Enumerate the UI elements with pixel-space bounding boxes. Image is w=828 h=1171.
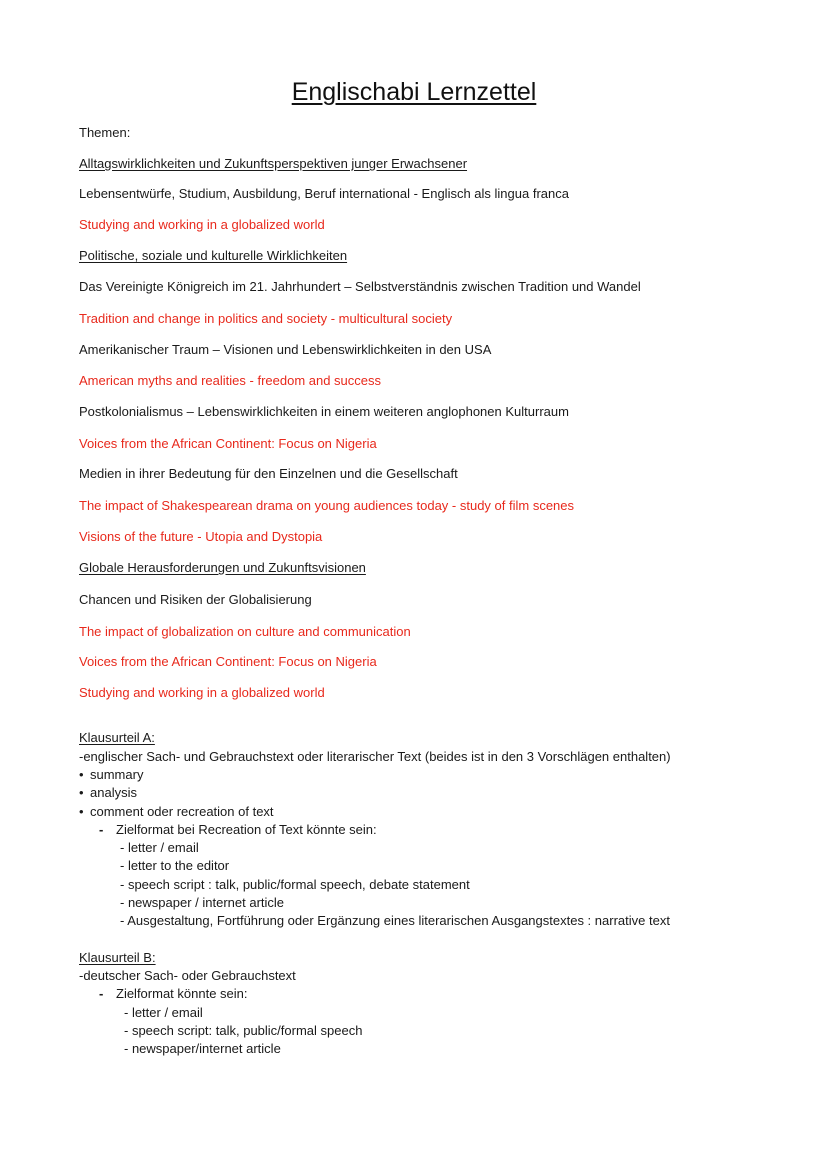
part-a-format-4: - newspaper / internet article — [120, 895, 285, 910]
part-a-format-1: - letter / email — [120, 840, 199, 855]
topic-english-8: Voices from the African Continent: Focus on Nigeria — [79, 654, 377, 669]
part-b-heading: Klausurteil B: — [79, 950, 156, 965]
part-a-format-2: - letter to the editor — [120, 858, 230, 873]
topic-english-7: The impact of globalization on culture and communication — [79, 624, 411, 639]
part-a-bullet-1: • summary — [79, 767, 144, 782]
topic-line-5: Medien in ihrer Bedeutung für den Einzelnen und die Gesellschaft — [79, 466, 458, 481]
part-a-heading: Klausurteil A: — [79, 730, 155, 745]
themen-label: Themen: — [79, 125, 131, 140]
topic-line-1: Lebensentwürfe, Studium, Ausbildung, Beruf international - Englisch als lingua franca — [79, 186, 569, 201]
dash-icon: - — [99, 986, 104, 1001]
dash-icon: - — [99, 822, 104, 837]
part-b-format-2: - speech script: talk, public/formal speech — [124, 1023, 363, 1038]
topic-line-4: Postkolonialismus – Lebenswirklichkeiten in einem weiteren anglophonen Kulturraum — [79, 404, 569, 419]
topic-english-6: Visions of the future - Utopia and Dystopia — [79, 529, 323, 544]
part-b-format-3: - newspaper/internet article — [124, 1041, 281, 1056]
bullet-icon: • — [79, 767, 84, 782]
document-title: Englischabi Lernzettel — [291, 78, 537, 106]
part-a-format-label: - Zielformat bei Recreation of Text könnte sein: — [99, 822, 377, 837]
part-b-format-1: - letter / email — [124, 1005, 203, 1020]
part-b-format-label: - Zielformat könnte sein: — [99, 986, 248, 1001]
topic-heading-3: Globale Herausforderungen und Zukunftsvisionen — [79, 560, 366, 575]
bullet-icon: • — [79, 785, 84, 800]
bullet-icon: • — [79, 804, 84, 819]
topic-english-1: Studying and working in a globalized world — [79, 217, 325, 232]
topic-heading-1: Alltagswirklichkeiten und Zukunftsperspektiven junger Erwachsener — [79, 156, 468, 171]
topic-english-9: Studying and working in a globalized world — [79, 685, 325, 700]
part-b-intro: -deutscher Sach- oder Gebrauchstext — [79, 968, 296, 983]
topic-line-3: Amerikanischer Traum – Visionen und Lebenswirklichkeiten in den USA — [79, 342, 492, 357]
topic-line-6: Chancen und Risiken der Globalisierung — [79, 592, 312, 607]
part-a-bullet-3: • comment oder recreation of text — [79, 804, 274, 819]
topic-english-4: Voices from the African Continent: Focus on Nigeria — [79, 436, 377, 451]
part-a-format-5: - Ausgestaltung, Fortführung oder Ergänzung eines literarischen Ausgangstextes : narrative text — [120, 913, 670, 928]
topic-english-2: Tradition and change in politics and society - multicultural society — [79, 311, 453, 326]
topic-heading-2: Politische, soziale und kulturelle Wirklichkeiten — [79, 248, 348, 263]
part-a-format-3: - speech script : talk, public/formal speech, debate statement — [120, 877, 470, 892]
part-a-bullet-2: • analysis — [79, 785, 137, 800]
topic-line-2: Das Vereinigte Königreich im 21. Jahrhundert – Selbstverständnis zwischen Tradition und Wandel — [79, 279, 641, 294]
topic-english-3: American myths and realities - freedom and success — [79, 373, 382, 388]
part-a-intro: -englischer Sach- und Gebrauchstext oder literarischer Text (beides ist in den 3 Vorschlägen enthalten) — [79, 749, 671, 764]
topic-english-5: The impact of Shakespearean drama on young audiences today - study of film scenes — [79, 498, 575, 513]
